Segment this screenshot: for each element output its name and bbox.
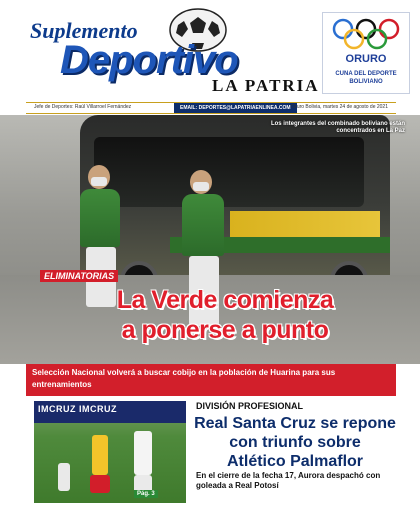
section-tag: ELIMINATORIAS: [40, 270, 118, 282]
oruro-badge: [322, 12, 410, 94]
badge-tagline: CUNA DEL DEPORTE BOLIVIANO: [335, 71, 397, 85]
dateline: Oruro Bolivia, martes 24 de agosto de 2021: [291, 104, 388, 110]
secondary-subtitle: En el cierre de la fecha 17, Aurora despachó con goleada a Real Potosí: [196, 471, 381, 490]
page-reference[interactable]: Pág. 3: [134, 490, 158, 498]
badge-name: ORURO: [345, 53, 387, 65]
cover-headline: [60, 285, 390, 345]
info-bar: [26, 99, 396, 115]
secondary-section: DIVISIÓN PROFESIONAL: [196, 401, 304, 411]
deck-bar: [26, 364, 396, 396]
secondary-headline: Real Santa Cruz se repone con triunfo sobre Atlético Palmaflor: [194, 415, 396, 470]
headline-line-1: La Verde comienza: [116, 286, 334, 314]
olympic-rings-icon: [329, 17, 403, 51]
masthead-title: Deportivo: [60, 38, 238, 82]
headline-line-2: a ponerse a punto: [121, 316, 329, 344]
gold-rule-bottom: [26, 113, 396, 114]
supplement-label: Suplemento: [30, 18, 138, 43]
match-photo: [34, 401, 186, 503]
photo-caption: Los integrantes del combinado boliviano están concentrados en La Paz: [270, 121, 405, 134]
masthead: [0, 0, 420, 100]
editor-credit: Jefe de Deportes: Raúl Villarroel Fernández: [34, 104, 132, 110]
deck-text: Selección Nacional volverá a buscar cobijo en la población de Huarina para sus entrenamientos: [32, 368, 336, 389]
newspaper-name: LA PATRIA: [212, 76, 320, 95]
contact-email[interactable]: EMAIL: DEPORTES@LAPATRIAENLINEA.COM: [174, 103, 297, 113]
ad-board-text: IMCRUZ IMCRUZ: [38, 404, 117, 414]
team-bus: [80, 115, 390, 280]
